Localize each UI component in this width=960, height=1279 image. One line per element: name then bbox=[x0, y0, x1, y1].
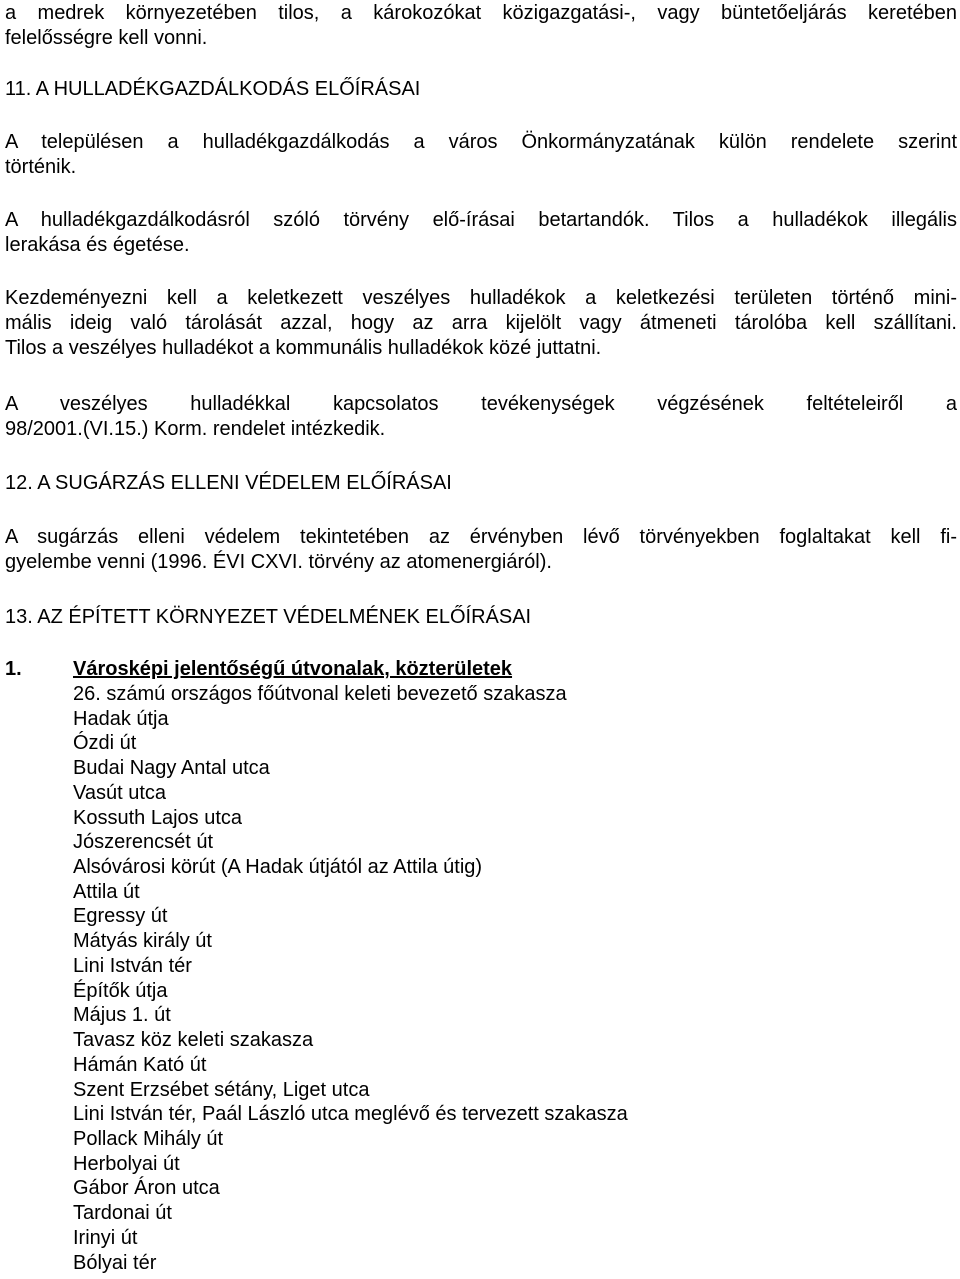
paragraph-line: gyelembe venni (1996. ÉVI CXVI. törvény az atomenergiáról). bbox=[5, 551, 552, 573]
list-item: 26. számú országos főútvonal keleti bevezető szakasza bbox=[73, 683, 567, 705]
list-item: Tavasz köz keleti szakasza bbox=[73, 1029, 314, 1052]
paragraph-sugarzas bbox=[5, 525, 957, 575]
subsection-heading bbox=[5, 657, 957, 682]
list-item: Gábor Áron utca bbox=[73, 1177, 220, 1200]
list-item: Budai Nagy Antal utca bbox=[73, 757, 270, 780]
list-item: Bólyai tér bbox=[73, 1251, 157, 1274]
section-heading-13: 13. AZ ÉPÍTETT KÖRNYEZET VÉDELMÉNEK ELŐÍRÁSAI bbox=[5, 606, 532, 628]
paragraph-line: A településen a hulladékgazdálkodás a város Önkormányzatának külön rendelete szerint bbox=[5, 131, 957, 153]
list-item: Ózdi út bbox=[73, 732, 137, 755]
list-item: Lini István tér bbox=[73, 954, 192, 977]
paragraph-veszelyes bbox=[5, 286, 957, 361]
list-item: Mátyás király út bbox=[73, 930, 212, 953]
subsection-1 bbox=[5, 657, 957, 1275]
list-item: Pollack Mihály út bbox=[73, 1127, 224, 1150]
paragraph-rendelet bbox=[5, 392, 957, 442]
paragraph-line: Kezdeményezni kell a keletkezett veszélyes hulladékok a keletkezési területen történő mini- bbox=[5, 287, 957, 309]
paragraph-line: történik. bbox=[5, 156, 77, 178]
subsection-number: 1. bbox=[5, 658, 22, 680]
paragraph-line: A hulladékgazdálkodásról szóló törvény elő-írásai betartandók. Tilos a hulladékok illegális bbox=[5, 209, 957, 231]
list-item: Hadak útja bbox=[73, 707, 169, 730]
paragraph-torveny bbox=[5, 208, 957, 258]
paragraph-line: A veszélyes hulladékkal kapcsolatos tevékenységek végzésének feltételeiről a bbox=[5, 393, 957, 415]
section-heading-11: 11. A HULLADÉKGAZDÁLKODÁS ELŐÍRÁSAI bbox=[5, 78, 421, 100]
list-item: Szent Erzsébet sétány, Liget utca bbox=[73, 1078, 370, 1101]
paragraph-telepules bbox=[5, 130, 957, 180]
paragraph-line: Tilos a veszélyes hulladékot a kommunális hulladékok közé juttatni. bbox=[5, 337, 602, 359]
list-item: Május 1. út bbox=[73, 1004, 171, 1027]
list-item: Vasút utca bbox=[73, 781, 167, 804]
paragraph-line: a medrek környezetében tilos, a károkozókat közigazgatási-, vagy büntetőeljárás keretében bbox=[5, 2, 957, 24]
list-item: Lini István tér, Paál László utca meglévő és tervezett szakasza bbox=[73, 1103, 628, 1126]
section-heading-12: 12. A SUGÁRZÁS ELLENI VÉDELEM ELŐÍRÁSAI bbox=[5, 472, 452, 494]
list-item: Hámán Kató út bbox=[73, 1053, 207, 1076]
paragraph-line: lerakása és égetése. bbox=[5, 234, 190, 256]
paragraph-medrek bbox=[5, 1, 957, 51]
list-item: Attila út bbox=[73, 880, 140, 903]
list-item: Egressy út bbox=[73, 905, 168, 928]
list-item: Herbolyai út bbox=[73, 1152, 180, 1175]
paragraph-line: 98/2001.(VI.15.) Korm. rendelet intézkedik. bbox=[5, 418, 386, 440]
paragraph-line: A sugárzás elleni védelem tekintetében az érvényben lévő törvényekben foglaltakat kell fi- bbox=[5, 526, 957, 548]
street-list bbox=[5, 682, 957, 1275]
list-item: Tardonai út bbox=[73, 1202, 172, 1225]
list-item: Kossuth Lajos utca bbox=[73, 806, 242, 829]
list-item: Irinyi út bbox=[73, 1226, 138, 1249]
paragraph-line: felelősségre kell vonni. bbox=[5, 27, 208, 49]
paragraph-line: mális ideig való tárolását azzal, hogy az arra kijelölt vagy átmeneti tárolóba kell szállítani. bbox=[5, 312, 957, 334]
list-item: Alsóvárosi körút (A Hadak útjától az Attila útig) bbox=[73, 856, 483, 879]
list-item: Építők útja bbox=[73, 979, 168, 1002]
subsection-title: Városképi jelentőségű útvonalak, közterületek bbox=[73, 658, 513, 680]
list-item: Jószerencsét út bbox=[73, 831, 214, 854]
